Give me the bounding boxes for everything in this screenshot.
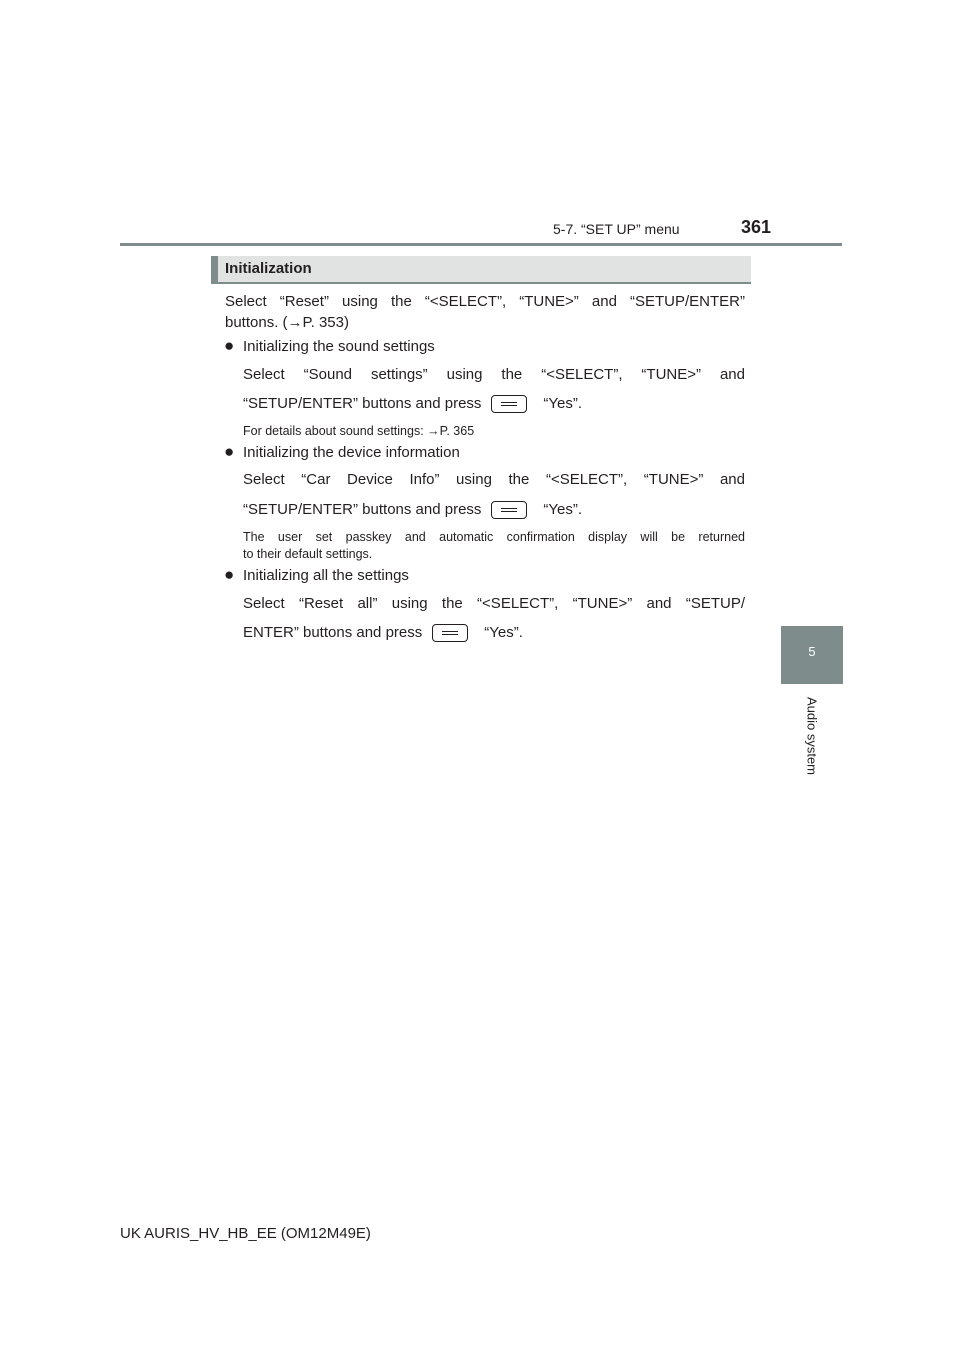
bullet-icon: ● xyxy=(224,565,235,584)
bullet-icon: ● xyxy=(224,336,235,355)
item-sound-line-2-text: “SETUP/ENTER” buttons and press xyxy=(243,395,482,412)
intro-line-1: Select “Reset” using the “<SELECT”, “TUNE>” and “SETUP/ENTER” xyxy=(225,293,745,310)
enter-button-icon xyxy=(491,501,527,519)
item-device-line-2-yes: “Yes”. xyxy=(543,501,583,518)
section-heading-bar xyxy=(211,256,751,284)
item-device-line-1: Select “Car Device Info” using the “<SELECT”, “TUNE>” and xyxy=(243,471,745,488)
intro-line-2: buttons. (→P. 353) xyxy=(225,314,349,331)
header-section-title: 5-7. “SET UP” menu xyxy=(553,221,680,237)
item-all-line-1: Select “Reset all” using the “<SELECT”, “TUNE>” and “SETUP/ xyxy=(243,595,745,612)
item-all-line-2 xyxy=(243,623,523,642)
page-number: 361 xyxy=(741,217,772,237)
section-title: Initialization xyxy=(225,260,312,277)
item-sound-note: For details about sound settings: →P. 365 xyxy=(243,424,475,438)
bullet-icon: ● xyxy=(224,442,235,461)
enter-button-icon xyxy=(432,624,468,642)
item-heading-device: Initializing the device information xyxy=(243,444,460,461)
item-device-line-2-text: “SETUP/ENTER” buttons and press xyxy=(243,501,482,518)
item-all-line-2-text: ENTER” buttons and press xyxy=(243,624,423,641)
item-heading-all: Initializing all the settings xyxy=(243,567,409,584)
section-bar-accent xyxy=(211,256,218,282)
item-sound-line-2 xyxy=(243,394,582,413)
item-device-note-1: The user set passkey and automatic confirmation display will be returned xyxy=(243,530,745,544)
header-rule xyxy=(120,243,842,246)
footer-doc-id: UK AURIS_HV_HB_EE (OM12M49E) xyxy=(120,1225,371,1242)
item-all-line-2-yes: “Yes”. xyxy=(484,624,523,641)
item-sound-line-2-yes: “Yes”. xyxy=(543,395,583,412)
enter-button-icon xyxy=(491,395,527,413)
item-heading-sound: Initializing the sound settings xyxy=(243,338,435,355)
item-device-line-2 xyxy=(243,500,582,519)
item-sound-line-1: Select “Sound settings” using the “<SELECT”, “TUNE>” and xyxy=(243,366,745,383)
chapter-tab xyxy=(781,626,843,684)
chapter-title: Audio system xyxy=(804,696,820,776)
chapter-number: 5 xyxy=(808,644,816,659)
item-device-note-2: to their default settings. xyxy=(243,547,373,561)
